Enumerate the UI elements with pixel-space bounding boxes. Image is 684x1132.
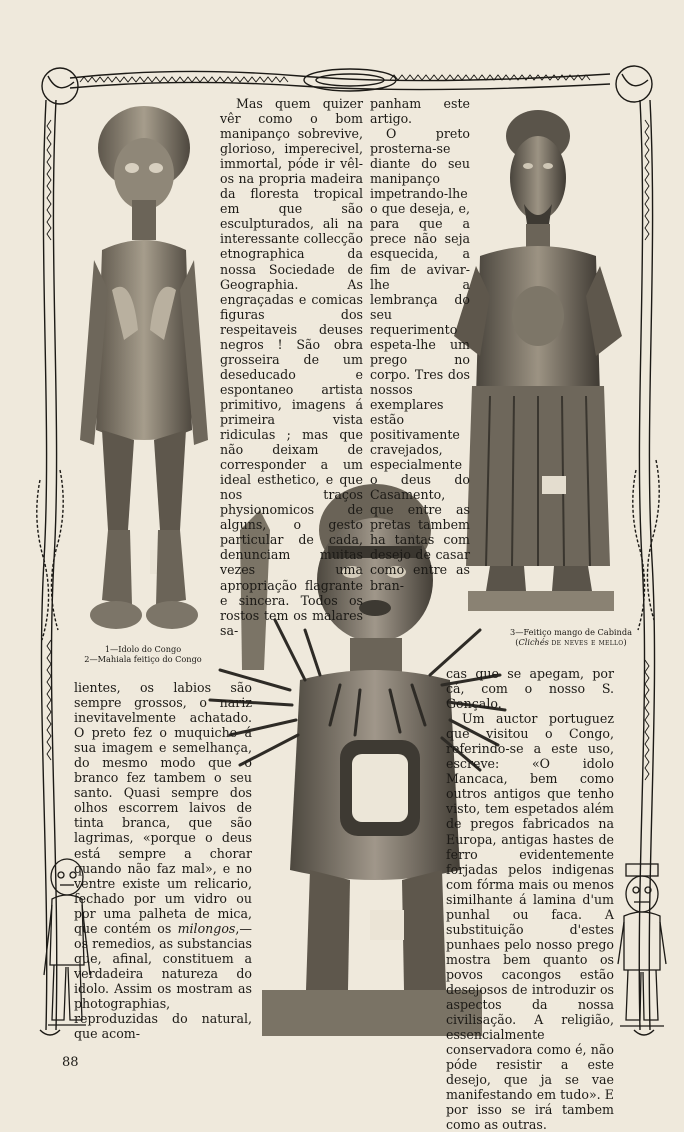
credit-italic: Clichés xyxy=(518,636,549,647)
figure-caption-right xyxy=(496,628,646,647)
caption-line: 2—Mahiala feitiço do Congo xyxy=(84,653,202,664)
caption-line: 3—Feitiço mango de Cabinda xyxy=(510,627,632,637)
paragraph-continuation: cas que se apegam, por cá, com o nosso S. Gonçalo. xyxy=(446,666,614,712)
paragraph: Um auctor portuguez que visitou o Congo, referindo-se a este uso, escreve: «O idolo Mancaca, bem como outros antigos que tenho visto, tem espetados além de pregos fabricados na Europa, antigas hastes de ferro evidentemente forjadas pelos indigenas com fórma mais ou menos similhante á lamina d'um punhal ou faca. A substituição d'estes punhaes pelo nosso prego mostra bem quanto os povos cacongos estão desejosos de introduzir os aspectos da nossa civilisação. A religião, essencialmente conservadora como é, não póde resistir a este desejo, que ja se vae manifestando em tudo». E por isso se irá tambem como as outras. xyxy=(446,711,614,1132)
text-column-b xyxy=(370,96,470,593)
page-number: 88 xyxy=(62,1055,79,1070)
text-run: lientes, os labios são sempre grossos, o nariz inevitavelmente achatado. O preto fez o muquiche á sua imagem e semelhança, do mesmo modo que o branco fez tambem o seu santo. Quasi sempre dos olhos escorrem laivos de tinta branca, que são lagrimas, «porque o deus está sempre a chorar quando não faz mal», e no ventre existe um relicario, fechado por um vidro ou por uma palheta de mica, que contém os xyxy=(74,680,252,936)
text-column-a xyxy=(220,96,363,638)
figure-caption-left xyxy=(78,645,208,664)
paragraph xyxy=(74,680,252,1041)
paren: ) xyxy=(623,636,627,647)
paren: ( xyxy=(515,636,519,647)
italic-term: milongos xyxy=(177,920,236,936)
border-figure-right xyxy=(614,860,670,1035)
photo-credit xyxy=(496,638,646,648)
caption-line: 1—Idolo do Congo xyxy=(104,644,182,654)
paragraph: Mas quem quizer vêr como o bom manipanço sobrevive, glorioso, imperecivel, immortal, póde ir vêl-os na propria madeira da floresta tropical em que são esculpturados, ali na interessante collecção etnographica da nossa Sociedade de Geographia. As engraçadas e comicas figuras dos respeitaveis deuses negros ! São obra grosseira de um deseducado e espontaneo artista primitivo, imagens á primeira vista ridiculas ; mas que não deixam de corresponder a um ideal esthetico, e que nos traços physionomicos de alguns, o gesto particular de cada, denunciam muitas vezes uma apropriação flagrante e sincera. Todos os rostos tem os malares sa- xyxy=(220,96,363,638)
text-column-d xyxy=(446,666,614,1132)
credit-names: de neves e mello xyxy=(551,636,624,647)
carved-figure-right-icon xyxy=(614,860,670,1035)
text-run: ,— os remedios, as substancias que, afinal, constituem a verdadeira natureza do idolo. Assim os mostram as photographias, reproduzidas do natural, que acom- xyxy=(74,920,252,1042)
paragraph: O preto prosterna-se diante do seu manipanço impetrando-lhe o que deseja, e, para que a prece não seja esquecida, a fim de avivar-lhe a lembrança do seu requerimento espeta-lhe um prego no corpo. Tres dos nossos exemplares estão positivamente cravejados, especialmente o deus do Casamento, que entre as pretas tambem ha tantas com desejo de casar como entre as bran- xyxy=(370,126,470,593)
text-column-c xyxy=(74,680,252,1041)
paragraph-continuation: panham este artigo. xyxy=(370,96,470,127)
